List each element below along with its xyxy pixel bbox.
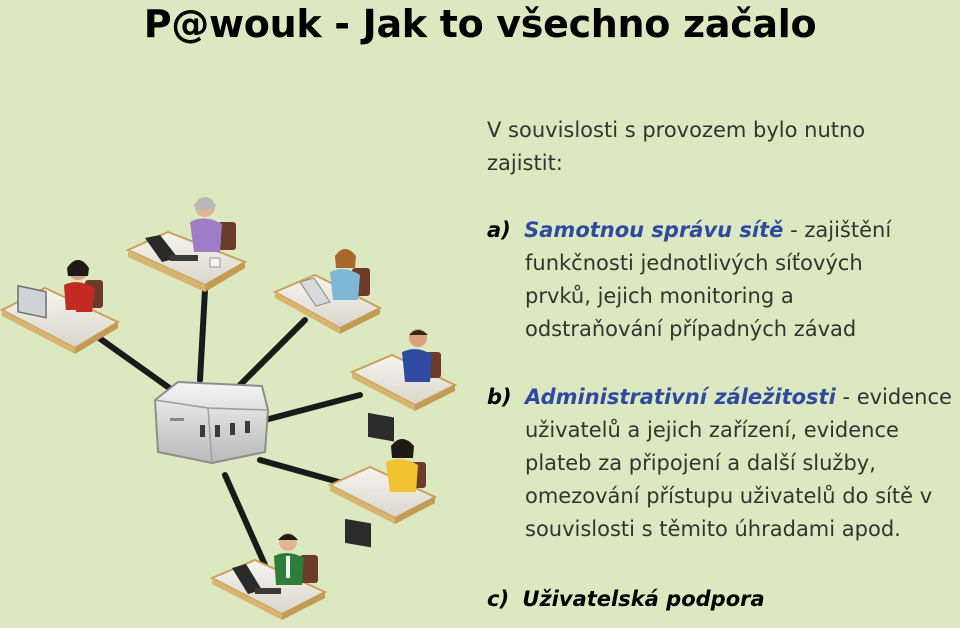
list-item-line: - evidence	[835, 385, 952, 409]
list-item-highlight: Administrativní záležitosti	[525, 385, 836, 409]
list-item-line: omezování přístupu uživatelů do sítě v	[525, 484, 933, 508]
list-item-line: funkčnosti jednotlivých síťových	[525, 251, 863, 275]
workstation-man-green-icon	[212, 533, 325, 620]
workstation-woman-blue-icon	[275, 249, 380, 334]
network-illustration	[0, 180, 470, 628]
workstation-man-blue-icon	[352, 329, 455, 441]
cable-4	[265, 395, 360, 420]
list-item-letter: c)	[487, 587, 510, 611]
list-item-b	[487, 381, 952, 546]
workstation-elderly-woman-icon	[128, 197, 245, 292]
cable-1	[95, 335, 175, 392]
list-item-line: prvků, jejich monitoring a	[525, 284, 794, 308]
list-item-c	[487, 583, 765, 616]
cable-3	[240, 320, 305, 385]
network-hub-icon	[155, 382, 268, 463]
list-item-line: plateb za připojení a další služby,	[525, 451, 876, 475]
list-item-letter: b)	[487, 385, 512, 409]
cable-2	[200, 290, 205, 380]
page-title: P@wouk - Jak to všechno začalo	[143, 2, 817, 46]
cable-6	[225, 475, 265, 565]
intro-text	[487, 114, 865, 180]
list-item-line: uživatelů a jejich zařízení, evidence	[525, 418, 899, 442]
list-item-line: - zajištění	[783, 218, 892, 242]
list-item-line: souvislosti s těmito úhradami apod.	[525, 517, 901, 541]
intro-line-1: V souvislosti s provozem bylo nutno	[487, 118, 866, 142]
list-item-highlight: Uživatelská podpora	[522, 587, 765, 611]
list-item-a	[487, 214, 891, 346]
workstation-woman-yellow-icon	[330, 439, 435, 547]
list-item-letter: a)	[487, 218, 511, 242]
intro-line-2: zajistit:	[487, 151, 563, 175]
list-item-highlight: Samotnou správu sítě	[524, 218, 784, 242]
list-item-line: odstraňování případných závad	[525, 317, 857, 341]
